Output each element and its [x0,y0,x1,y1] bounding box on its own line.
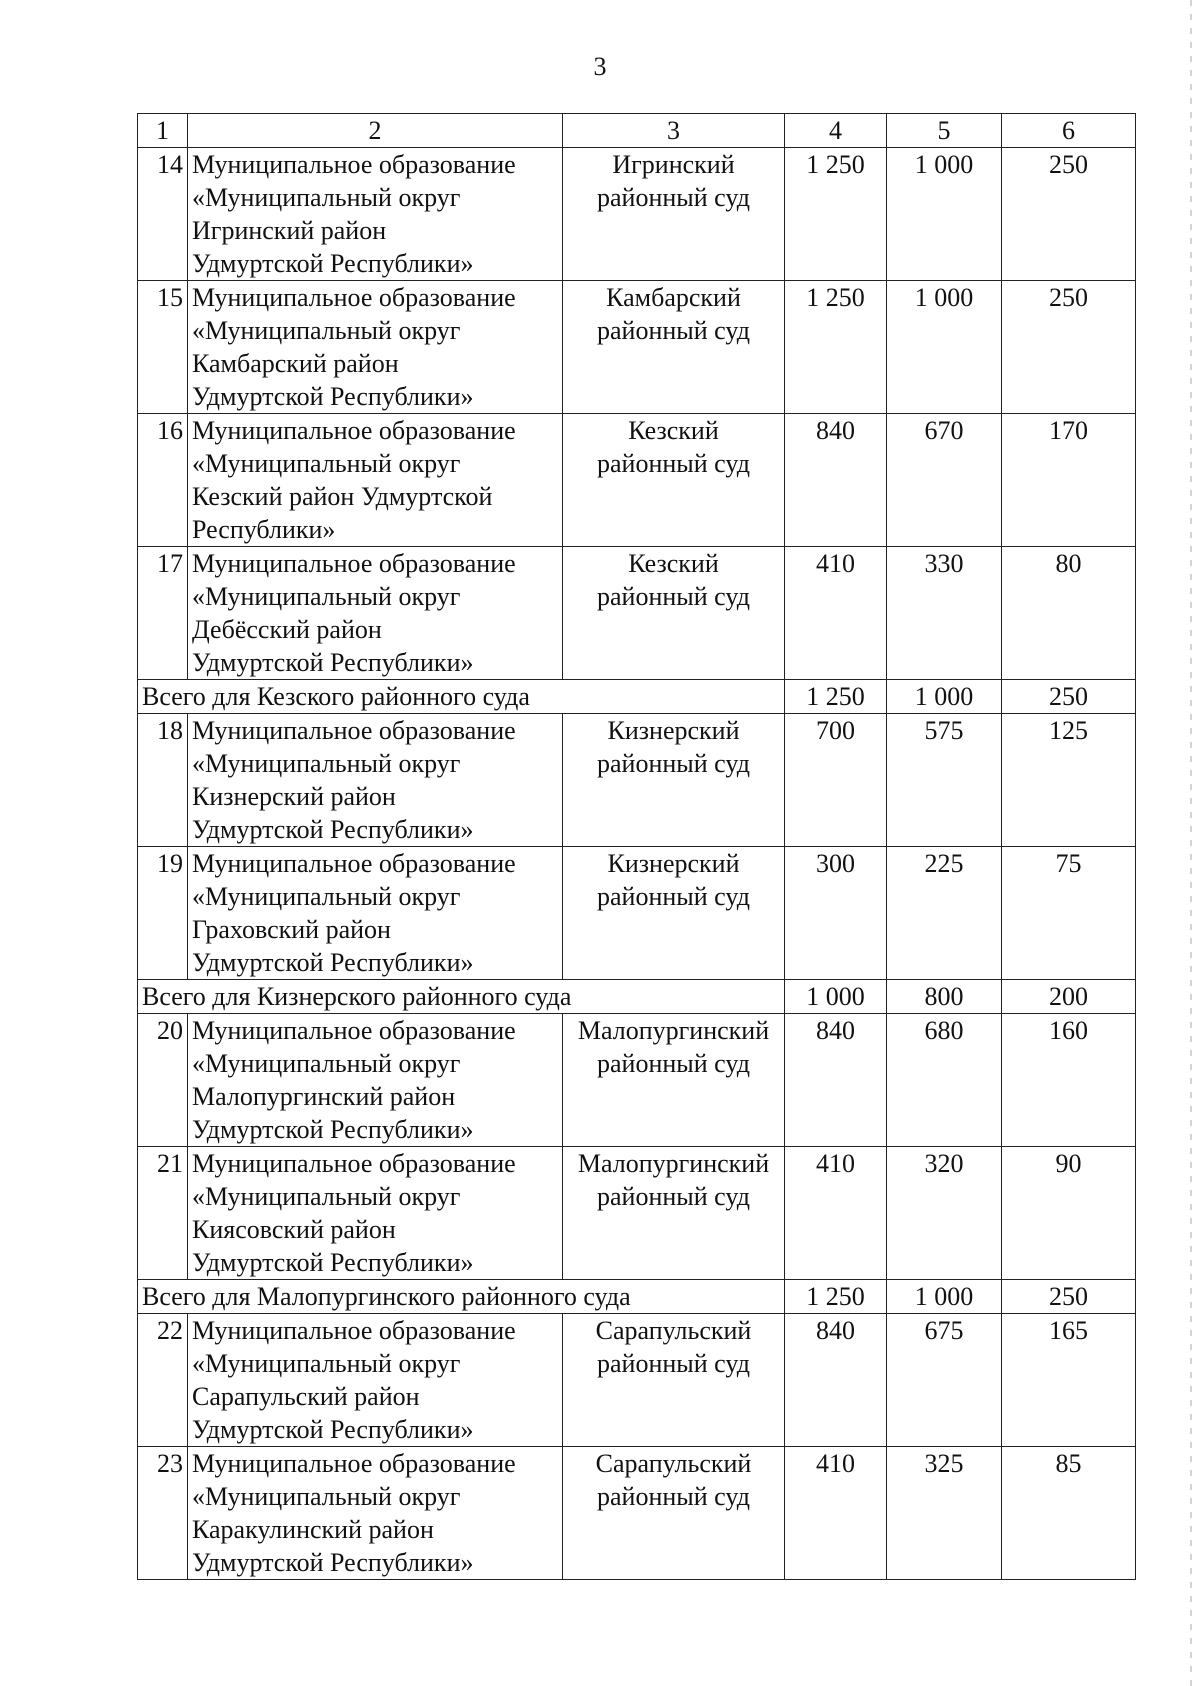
table-row [138,148,1136,281]
value-col-5: 800 [887,980,1002,1014]
municipality-name-line: Муниципальное образование [192,716,516,745]
municipality-name-line: «Муниципальный округ [192,749,461,778]
column-number-2: 2 [188,114,563,148]
table-row [138,1147,1136,1280]
table-row [138,414,1136,547]
value-col-4: 1 250 [785,281,887,414]
municipality-name-line: «Муниципальный округ [192,183,461,212]
column-number-4: 4 [785,114,887,148]
municipality-name-line: Удмуртской Республики» [192,648,474,677]
value-col-6: 165 [1002,1314,1136,1447]
table-row [138,281,1136,414]
value-col-5: 1 000 [887,1280,1002,1314]
court-name-line: районный суд [597,183,750,212]
table-body [138,114,1136,1580]
value-col-6: 90 [1002,1147,1136,1280]
municipality-name-line: «Муниципальный округ [192,316,461,345]
value-col-4: 1 250 [785,680,887,714]
municipality-name-line: Муниципальное образование [192,1316,516,1345]
value-col-6: 125 [1002,714,1136,847]
value-col-4: 1 250 [785,148,887,281]
value-col-5: 325 [887,1447,1002,1580]
court-name-line: Кезский [628,549,719,578]
court-name-line: районный суд [597,1482,750,1511]
court-name-line: районный суд [597,1049,750,1078]
municipality-name-line: Сарапульский район [192,1382,420,1411]
municipality-name-line: Удмуртской Республики» [192,382,474,411]
column-number-6: 6 [1002,114,1136,148]
value-col-6: 170 [1002,414,1136,547]
value-col-4: 840 [785,1014,887,1147]
municipality-name-line: «Муниципальный округ [192,582,461,611]
municipality-name-line: Каракулинский район [192,1515,434,1544]
value-col-5: 680 [887,1014,1002,1147]
court-name [563,1314,785,1447]
table-row [138,1447,1136,1580]
value-col-5: 670 [887,414,1002,547]
municipality-name-line: Муниципальное образование [192,849,516,878]
court-name-line: Сарапульский [595,1316,752,1345]
value-col-6: 80 [1002,547,1136,680]
municipality-name-line: Малопургинский район [192,1082,456,1111]
municipality-name-line: «Муниципальный округ [192,1182,461,1211]
municipality-name-line: Муниципальное образование [192,549,516,578]
municipality-name [188,1314,563,1447]
municipality-name-line: «Муниципальный округ [192,449,461,478]
municipality-name-line: «Муниципальный округ [192,1349,461,1378]
value-col-4: 700 [785,714,887,847]
row-number: 22 [138,1314,188,1447]
court-name-line: районный суд [597,1182,750,1211]
table-row [138,1014,1136,1147]
court-name-line: районный суд [597,882,750,911]
court-name [563,414,785,547]
value-col-4: 1 250 [785,1280,887,1314]
municipality-name [188,414,563,547]
municipality-name-line: Игринский район [192,216,387,245]
page-number: 3 [593,52,607,81]
value-col-5: 330 [887,547,1002,680]
municipality-name-line: Кезский район Удмуртской [192,482,493,511]
municipality-name-line: Муниципальное образование [192,1449,516,1478]
row-number: 17 [138,547,188,680]
row-number: 23 [138,1447,188,1580]
municipality-name-line: Муниципальное образование [192,416,516,445]
row-number: 16 [138,414,188,547]
municipality-name-line: Удмуртской Республики» [192,815,474,844]
court-name-line: Кизнерский [607,716,740,745]
court-name [563,281,785,414]
column-number-5: 5 [887,114,1002,148]
court-name-line: Игринский [612,150,735,179]
allocation-table [137,113,1136,1580]
value-col-6: 200 [1002,980,1136,1014]
total-label: Всего для Кезского районного суда [138,680,785,714]
municipality-name [188,148,563,281]
municipality-name-line: Муниципальное образование [192,1016,516,1045]
court-name [563,714,785,847]
court-name [563,547,785,680]
total-label: Всего для Малопургинского районного суда [138,1280,785,1314]
municipality-name-line: Кизнерский район [192,782,396,811]
total-label: Всего для Кизнерского районного суда [138,980,785,1014]
value-col-5: 320 [887,1147,1002,1280]
municipality-name-line: Муниципальное образование [192,1149,516,1178]
municipality-name-line: Удмуртской Республики» [192,948,474,977]
value-col-5: 675 [887,1314,1002,1447]
court-name-line: Кизнерский [607,849,740,878]
value-col-5: 1 000 [887,281,1002,414]
municipality-name-line: Удмуртской Республики» [192,249,474,278]
court-name [563,847,785,980]
row-number: 14 [138,148,188,281]
municipality-name-line: Удмуртской Республики» [192,1115,474,1144]
value-col-4: 840 [785,1314,887,1447]
total-row [138,980,1136,1014]
row-number: 18 [138,714,188,847]
value-col-4: 1 000 [785,980,887,1014]
value-col-6: 160 [1002,1014,1136,1147]
municipality-name [188,847,563,980]
court-name-line: Кезский [628,416,719,445]
row-number: 21 [138,1147,188,1280]
municipality-name [188,1447,563,1580]
municipality-name [188,1014,563,1147]
value-col-6: 250 [1002,1280,1136,1314]
court-name [563,1147,785,1280]
value-col-6: 250 [1002,281,1136,414]
value-col-6: 250 [1002,148,1136,281]
municipality-name-line: Удмуртской Республики» [192,1415,474,1444]
value-col-6: 250 [1002,680,1136,714]
value-col-6: 75 [1002,847,1136,980]
municipality-name-line: Киясовский район [192,1215,396,1244]
value-col-4: 300 [785,847,887,980]
row-number: 20 [138,1014,188,1147]
value-col-6: 85 [1002,1447,1136,1580]
table-row [138,847,1136,980]
court-name-line: районный суд [597,449,750,478]
value-col-4: 410 [785,1447,887,1580]
table-row [138,1314,1136,1447]
court-name-line: Малопургинский [577,1016,770,1045]
column-number-1: 1 [138,114,188,148]
municipality-name-line: «Муниципальный округ [192,1049,461,1078]
court-name [563,1447,785,1580]
court-name-line: районный суд [597,1349,750,1378]
court-name-line: Малопургинский [577,1149,770,1178]
court-name-line: районный суд [597,316,750,345]
value-col-5: 225 [887,847,1002,980]
municipality-name [188,547,563,680]
municipality-name-line: Муниципальное образование [192,150,516,179]
value-col-5: 1 000 [887,680,1002,714]
total-row [138,1280,1136,1314]
municipality-name-line: Камбарский район [192,349,399,378]
municipality-name [188,714,563,847]
value-col-5: 575 [887,714,1002,847]
municipality-name-line: Удмуртской Республики» [192,1248,474,1277]
municipality-name-line: Республики» [192,515,336,544]
municipality-name [188,281,563,414]
court-name-line: районный суд [597,749,750,778]
municipality-name [188,1147,563,1280]
row-number: 15 [138,281,188,414]
table-row [138,547,1136,680]
municipality-name-line: Граховский район [192,915,391,944]
value-col-5: 1 000 [887,148,1002,281]
municipality-name-line: «Муниципальный округ [192,882,461,911]
column-number-3: 3 [563,114,785,148]
value-col-4: 410 [785,1147,887,1280]
court-name [563,1014,785,1147]
court-name-line: Камбарский [606,283,741,312]
municipality-name-line: «Муниципальный округ [192,1482,461,1511]
value-col-4: 410 [785,547,887,680]
municipality-name-line: Муниципальное образование [192,283,516,312]
total-row [138,680,1136,714]
value-col-4: 840 [785,414,887,547]
scan-edge-artifact [1190,0,1192,1686]
court-name [563,148,785,281]
court-name-line: районный суд [597,582,750,611]
municipality-name-line: Дебёсский район [192,615,382,644]
court-name-line: Сарапульский [595,1449,752,1478]
column-number-row [138,114,1136,148]
row-number: 19 [138,847,188,980]
table-row [138,714,1136,847]
municipality-name-line: Удмуртской Республики» [192,1548,474,1577]
